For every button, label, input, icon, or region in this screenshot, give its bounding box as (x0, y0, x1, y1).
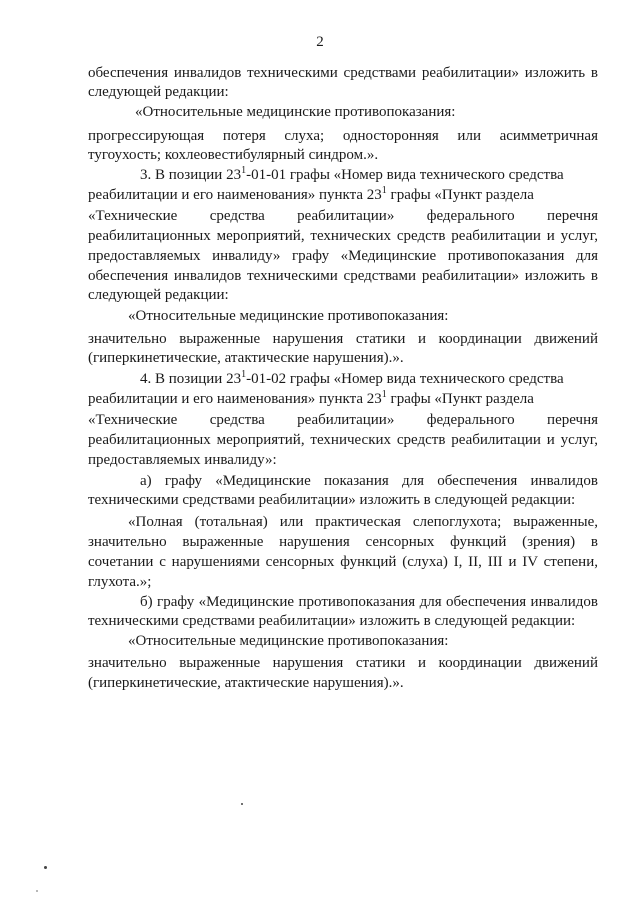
quote-line: «Полная (тотальная) или практическая слепоглухота; выраженные, (128, 514, 598, 530)
text-line: значительно выраженные нарушения статики и координации движений (88, 655, 598, 671)
text-line: обеспечения инвалидов техническими средствами реабилитации» изложить в (88, 65, 598, 81)
text-fragment: 4. В позиции 23 (140, 371, 242, 387)
quote-heading: «Относительные медицинские противопоказания: (128, 633, 449, 649)
text-fragment: реабилитации и его наименования» пункта 23 (88, 391, 382, 407)
text-line: следующей редакции: (88, 287, 229, 303)
text-line: значительно выраженные нарушения сенсорных функций (зрения) в (88, 534, 598, 550)
item-4-line (88, 390, 598, 409)
item-4-line (140, 370, 598, 389)
text-line: реабилитационных мероприятий, технических средств реабилитации и услуг, (88, 432, 598, 448)
text-line: «Технические средства реабилитации» федерального перечня (88, 208, 598, 224)
superscript: 1 (381, 389, 387, 400)
text-line: следующей редакции: (88, 84, 229, 100)
scan-speck (36, 890, 38, 892)
text-line: тугоухость; кохлеовестибулярный синдром.». (88, 147, 379, 163)
text-line: сочетании с нарушениями сенсорных функций (слуха) I, II, III и IV степени, (88, 554, 598, 570)
text-line: обеспечения инвалидов техническими средствами реабилитации» изложить в (88, 268, 598, 284)
quote-heading: «Относительные медицинские противопоказания: (128, 308, 449, 324)
text-fragment: -01-01 графы «Номер вида технического средства (246, 167, 564, 183)
superscript: 1 (241, 165, 247, 176)
text-line: предоставляемых инвалиду» графу «Медицинские противопоказания для (88, 248, 598, 264)
scan-speck (44, 866, 47, 869)
superscript: 1 (241, 369, 247, 380)
item-3-line (140, 166, 598, 185)
text-fragment: графы «Пункт раздела (386, 187, 534, 203)
page-number: 2 (316, 34, 324, 50)
text-line: предоставляемых инвалиду»: (88, 452, 277, 468)
text-fragment: -01-02 графы «Номер вида технического средства (246, 371, 564, 387)
text-line: (гиперкинетические, атактические нарушения).». (88, 350, 404, 366)
text-line: реабилитационных мероприятий, технических средств реабилитации и услуг, (88, 228, 598, 244)
text-fragment: графы «Пункт раздела (386, 391, 534, 407)
subitem-b-line: б) графу «Медицинские противопоказания для обеспечения инвалидов (140, 594, 598, 610)
text-line: «Технические средства реабилитации» федерального перечня (88, 412, 598, 428)
subitem-a-line: а) графу «Медицинские показания для обеспечения инвалидов (140, 473, 598, 489)
superscript: 1 (381, 185, 387, 196)
text-fragment: 3. В позиции 23 (140, 167, 242, 183)
text-line: (гиперкинетические, атактические нарушения).». (88, 675, 404, 691)
text-line: прогрессирующая потеря слуха; односторонняя или асимметричная (88, 128, 598, 144)
text-line: техническими средствами реабилитации» изложить в следующей редакции: (88, 492, 576, 508)
quote-heading: «Относительные медицинские противопоказания: (135, 104, 456, 120)
text-line: значительно выраженные нарушения статики и координации движений (88, 331, 598, 347)
text-fragment: реабилитации и его наименования» пункта 23 (88, 187, 382, 203)
item-3-line (88, 186, 598, 205)
text-line: техническими средствами реабилитации» изложить в следующей редакции: (88, 613, 576, 629)
scan-speck (241, 803, 243, 805)
text-line: глухота.»; (88, 574, 152, 590)
